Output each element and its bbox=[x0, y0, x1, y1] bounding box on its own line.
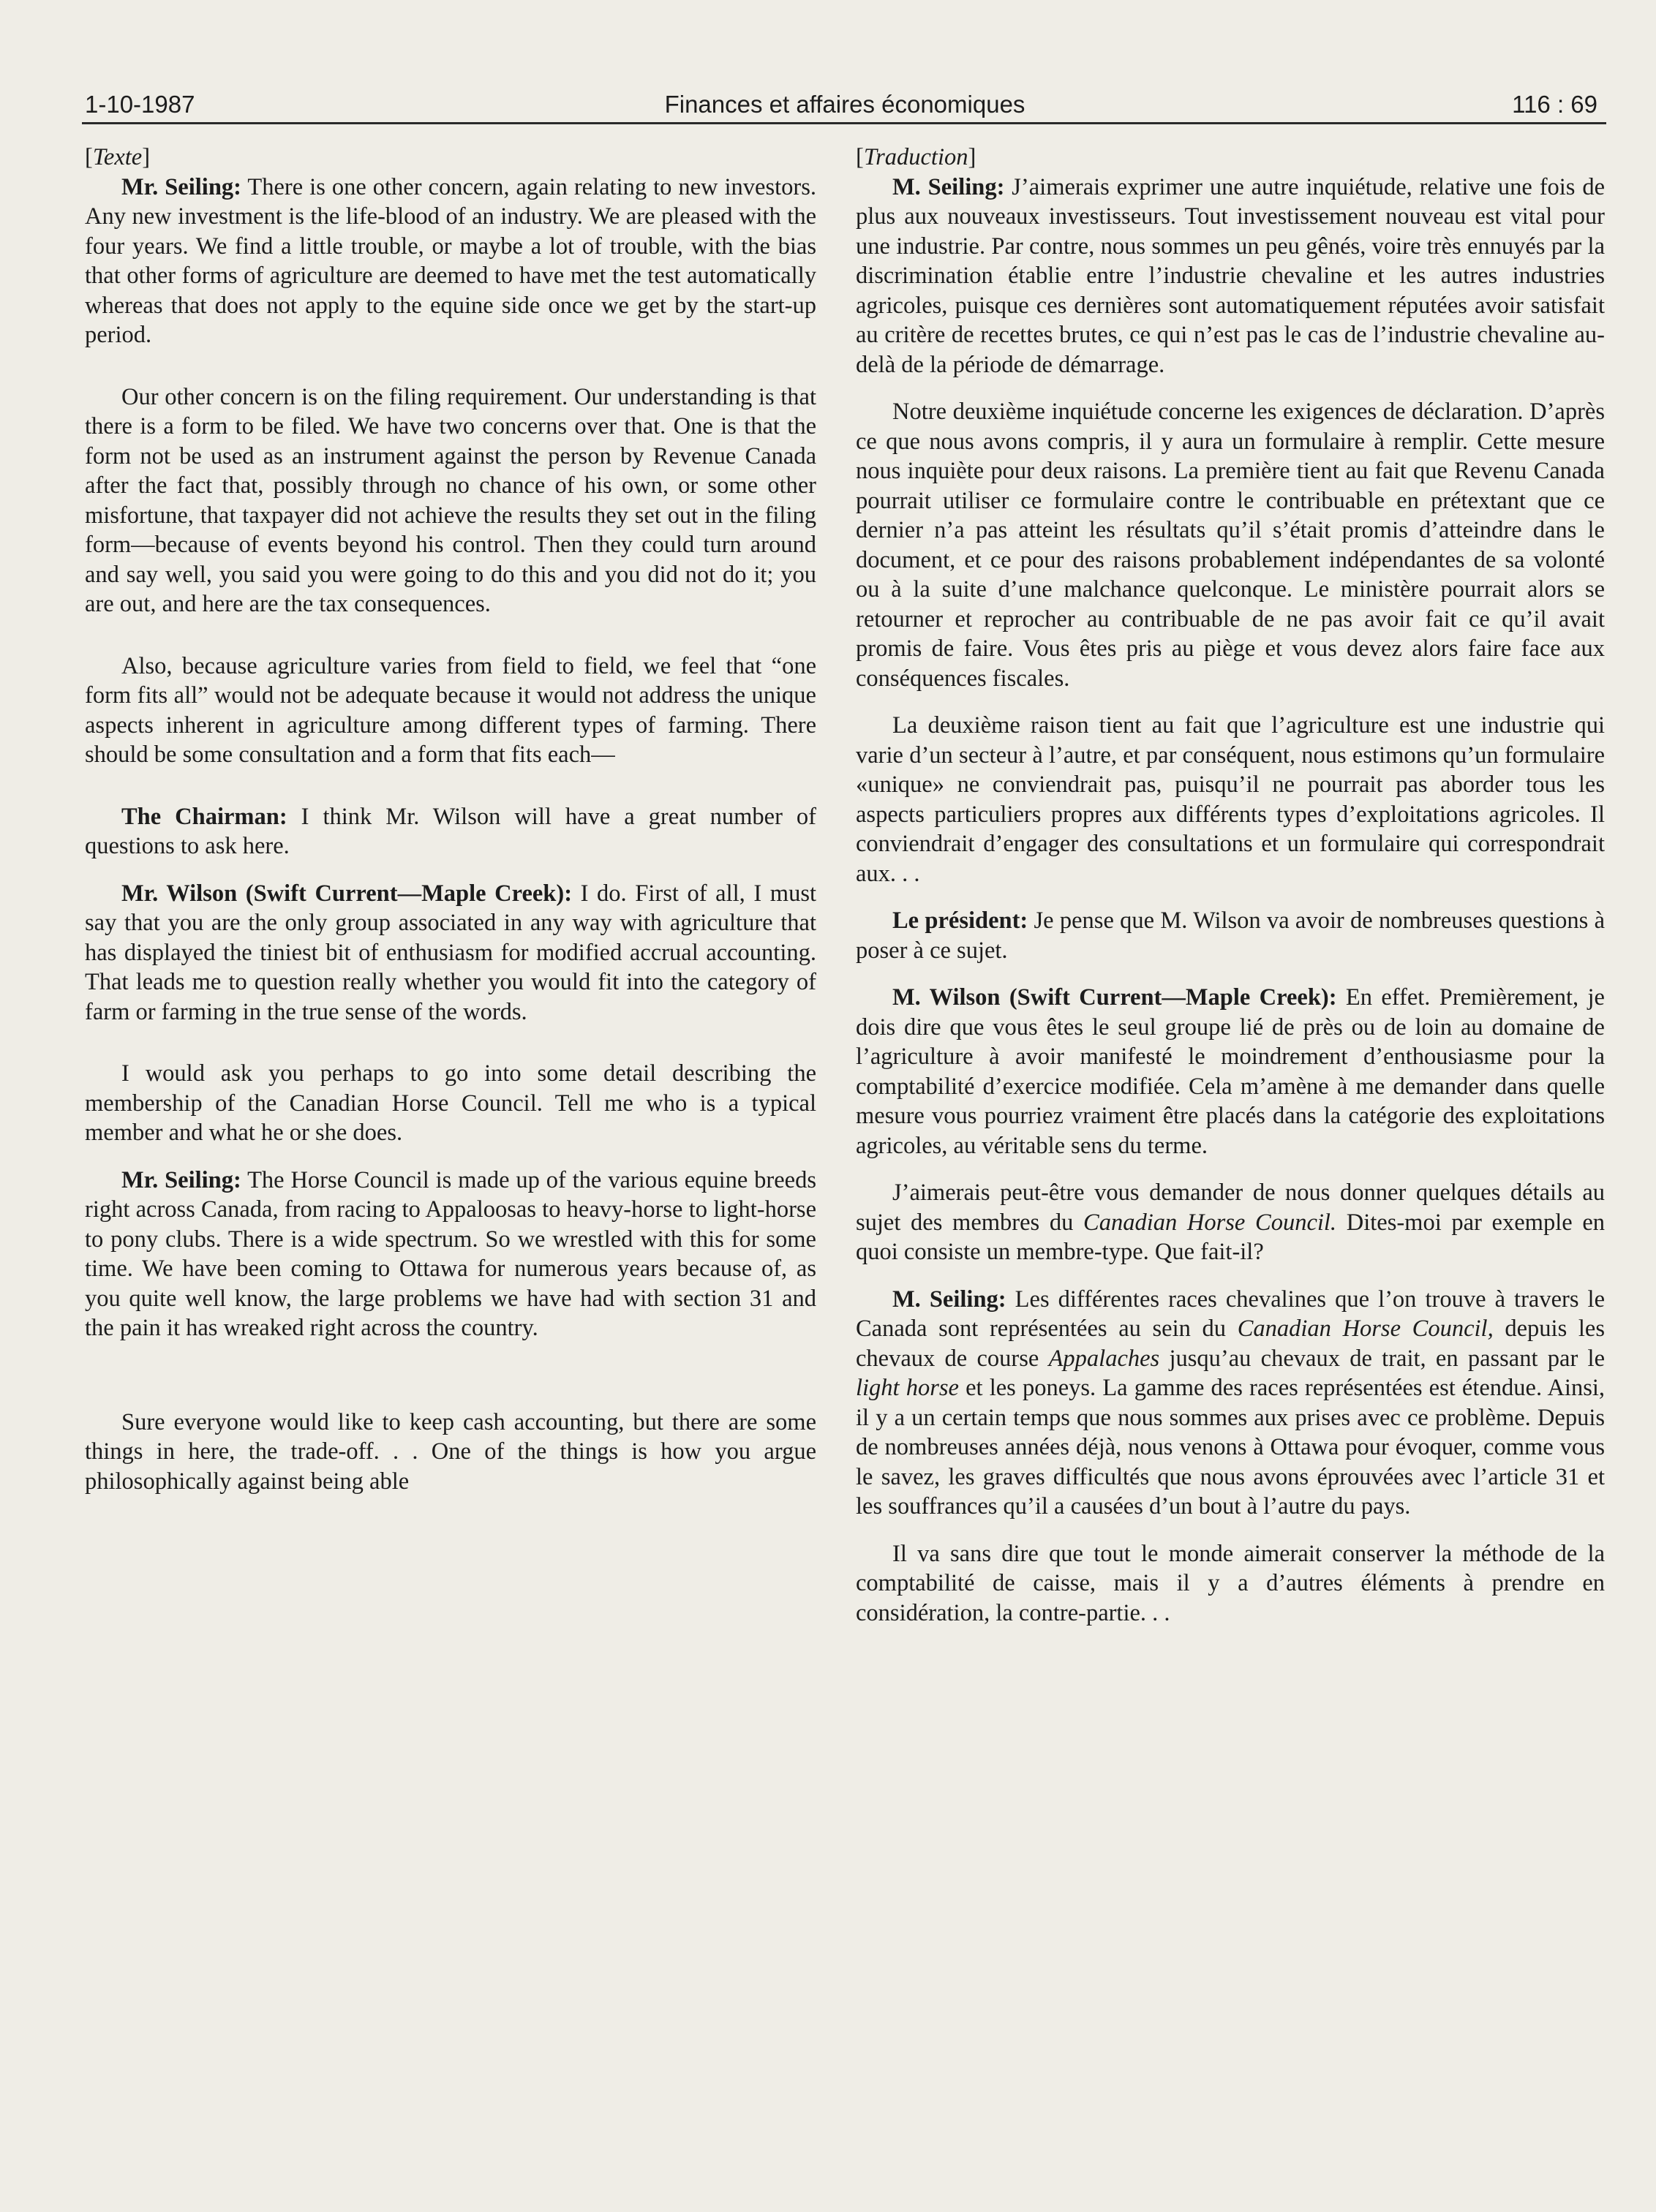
paragraph: Mr. Seiling: There is one other concern, again relating to new investors. Any new investment is the life-blood of an industry. We are pleased with the four years. We find a little trouble, or maybe a lot of trouble, with the bias that other forms of agriculture are deemed to have met the test automatically whereas that does not apply to the equine side once we get by the start-up period. bbox=[85, 173, 816, 348]
paragraph: Il va sans dire que tout le monde aimerait conserver la méthode de la comptabilité de caisse, mais il y a d’autres éléments à prendre en considération, la contre-partie. . . bbox=[856, 1540, 1605, 1626]
paragraph: M. Seiling: J’aimerais exprimer une autre inquiétude, relative une fois de plus aux nouveaux investisseurs. Tout investissement nouveau est vital pour une industrie. Par contre, nous sommes un peu gênés, voire très ennuyés par la discrimination établie entre l’industrie chevaline et les autres industries agricoles, puisque ces dernières sont automatiquement réputées avoir satisfait au critère de recettes brutes, ce qui n’est pas le cas de l’industrie chevaline au-delà de la période de démarrage. bbox=[856, 173, 1605, 378]
paragraph: I would ask you perhaps to go into some detail describing the membership of the Canadian Horse Council. Tell me who is a typical member and what he or she does. bbox=[85, 1060, 816, 1146]
header-title: Finances et affaires économiques bbox=[664, 91, 1025, 118]
speaker-name: M. Seiling: bbox=[892, 1286, 1006, 1313]
header-rule bbox=[82, 122, 1606, 124]
paragraph: M. Wilson (Swift Current—Maple Creek): En effet. Premièrement, je dois dire que vous êtes le seul groupe lié de près ou de loin au domaine de l’agriculture à avoir manifesté le moindrement d’enthousiasme pour la comptabilité d’exercice modifiée. Cela m’amène à me demander dans quelle mesure vous pourriez vraiment être placés dans la catégorie des exploitations agricoles, au véritable sens du terme. bbox=[856, 984, 1605, 1159]
paragraph: The Chairman: I think Mr. Wilson will have a great number of questions to ask here. bbox=[85, 803, 816, 859]
header-date: 1-10-1987 bbox=[85, 91, 195, 118]
speaker-name: The Chairman: bbox=[121, 803, 287, 830]
paragraph: Le président: Je pense que M. Wilson va avoir de nombreuses questions à poser à ce sujet. bbox=[856, 907, 1605, 964]
paragraph: Sure everyone would like to keep cash accounting, but there are some things in here, the trade-off. . . One of the things is how you argue philosophically against being able bbox=[85, 1408, 816, 1495]
paragraph: Mr. Seiling: The Horse Council is made up of the various equine breeds right across Canada, from racing to Appaloosas to heavy-horse to light-horse to pony clubs. There is a wide spectrum. So we wrestled with this for some time. We have been coming to Ottawa for numerous years because of, as you quite well know, the large problems we have had with section 31 and the pain it has wreaked right across the country. bbox=[85, 1166, 816, 1341]
paragraph: Also, because agriculture varies from field to field, we feel that “one form fits all” would not be adequate because it would not address the unique aspects inherent in agriculture among different types of farming. There should be some consultation and a form that fits each— bbox=[85, 652, 816, 768]
french-column bbox=[856, 143, 1605, 1628]
page-header bbox=[85, 86, 1605, 123]
paragraph: La deuxième raison tient au fait que l’agriculture est une industrie qui varie d’un secteur à l’autre, et par conséquent, nous estimons qu’un formulaire «unique» ne conviendrait pas, puisqu’il ne pourrait pas aborder tous les aspects particuliers propres aux différents types d’exploitations agricoles. Il conviendrait d’engager des consultations et un formulaire qui correspondrait aux. . . bbox=[856, 712, 1605, 887]
speaker-name: Mr. Wilson (Swift Current—Maple Creek): bbox=[121, 880, 573, 907]
paragraph: J’aimerais peut-être vous demander de nous donner quelques détails au sujet des membres du Canadian Horse Council. Dites-moi par exemple en quoi consiste un membre-type. Que fait-il? bbox=[856, 1179, 1605, 1265]
paragraph: Mr. Wilson (Swift Current—Maple Creek): I do. First of all, I must say that you are the only group associated in any way with agriculture that has displayed the tiniest bit of enthusiasm for modified accrual accounting. That leads me to question really whether you would fit into the category of farm or farming in the true sense of the words. bbox=[85, 880, 817, 1025]
column-tag: [Traduction] bbox=[856, 144, 976, 170]
english-column bbox=[85, 143, 816, 1496]
speaker-name: M. Wilson (Swift Current—Maple Creek): bbox=[892, 984, 1337, 1011]
paragraph: M. Seiling: Les différentes races chevalines que l’on trouve à travers le Canada sont représentées au sein du Canadian Horse Council, depuis les chevaux de course Appalaches jusqu’au chevaux de trait, en passant par le light horse et les poneys. La gamme des races représentées est étendue. Ainsi, il y a un certain temps que nous sommes aux prises avec ce problème. Depuis de nombreuses années déjà, nous venons à Ottawa pour évoquer, comme vous le savez, les graves difficultés que nous avons éprouvées avec l’article 31 et les souffrances qu’il a causées d’un bout à l’autre du pays. bbox=[856, 1286, 1605, 1520]
speaker-name: Le président: bbox=[892, 907, 1028, 934]
paragraph: Notre deuxième inquiétude concerne les exigences de déclaration. D’après ce que nous avons compris, il y aura un formulaire à remplir. Cette mesure nous inquiète pour deux raisons. La première tient au fait que Revenu Canada pourrait utiliser ce formulaire contre le contribuable en prétextant que ce dernier n’a pas atteint les résultats qu’il s’était promis d’atteindre dans le document, et ce pour des raisons probablement indépendantes de sa volonté ou à la suite d’une malchance quelconque. Le ministère pourrait alors se retourner et reprocher au contribuable de ne pas avoir fait ce qu’il avait promis de faire. Vous êtes pris au piège et vous devez alors faire face aux conséquences fiscales. bbox=[856, 399, 1605, 692]
speaker-name: Mr. Seiling: bbox=[121, 173, 241, 200]
paragraph: Our other concern is on the filing requirement. Our understanding is that there is a form to be filed. We have two concerns over that. One is that the form not be used as an instrument against the person by Revenue Canada after the fact that, possibly through no chance of his own, or some other misfortune, that taxpayer did not achieve the results they set out in the filing form—because of events beyond his control. Then they could turn around and say well, you said you were going to do this and you did not do it; you are out, and here are the tax consequences. bbox=[85, 383, 816, 617]
speaker-name: M. Seiling: bbox=[892, 173, 1005, 200]
column-tag: [Texte] bbox=[85, 144, 151, 170]
header-page-number: 116 : 69 bbox=[1512, 91, 1597, 118]
speaker-name: Mr. Seiling: bbox=[121, 1166, 241, 1193]
